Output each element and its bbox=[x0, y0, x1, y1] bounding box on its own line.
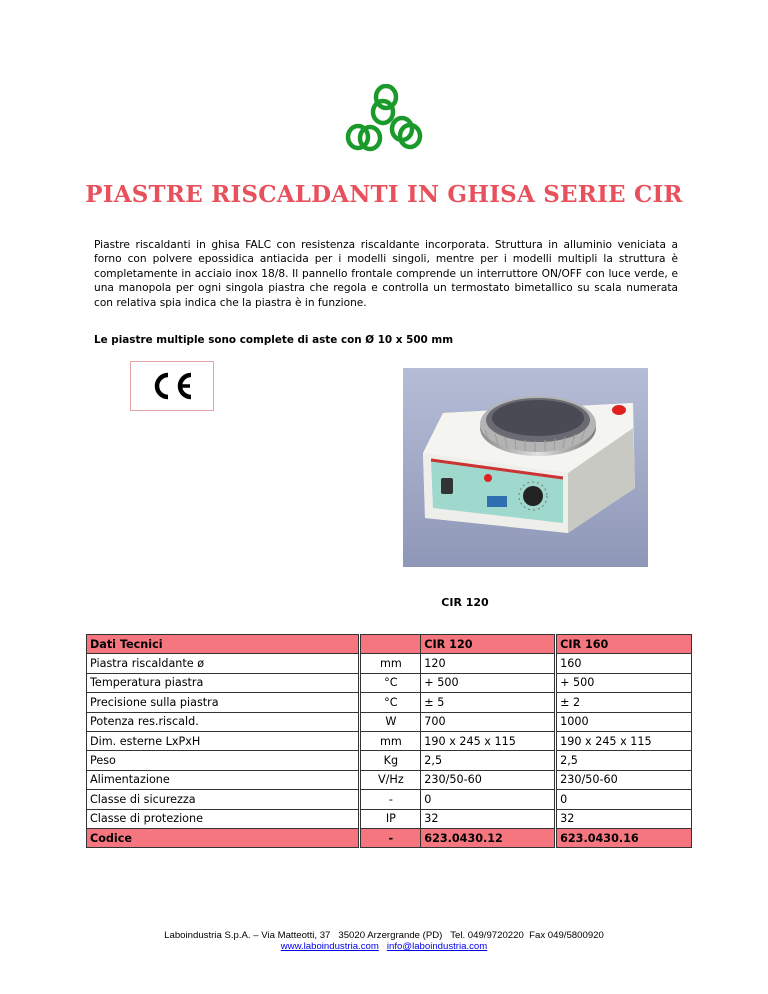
page-title: PIASTRE RISCALDANTI IN GHISA SERIE CIR bbox=[85, 181, 683, 208]
footer bbox=[0, 930, 768, 952]
row-unit: °C bbox=[361, 673, 421, 692]
row-value-1: 120 bbox=[421, 654, 555, 673]
ce-mark-box bbox=[130, 361, 214, 411]
row-value-1: 230/50-60 bbox=[421, 770, 555, 789]
row-unit: mm bbox=[361, 654, 421, 673]
product-photo bbox=[403, 368, 648, 567]
row-value-2: ± 2 bbox=[557, 693, 692, 712]
row-label: Classe di protezione bbox=[87, 809, 359, 828]
header-unit bbox=[361, 635, 421, 654]
row-value-2: 1000 bbox=[557, 712, 692, 731]
table-row bbox=[87, 790, 692, 809]
code-unit: - bbox=[361, 828, 421, 847]
row-value-2: 230/50-60 bbox=[557, 770, 692, 789]
intro-paragraph: Piastre riscaldanti in ghisa FALC con resistenza riscaldante incorporata. Struttura in alluminio veniciata a forno con polvere epossidica antiacida per i modelli singoli, mentre per i modelli multipli la struttura è completamente in acciaio inox 18/8. Il pannello frontale comprende un interruttore ON/OFF con luce verde, e una manopola per ogni singola piastra che regola e controlla un termostato bimetallico su scala numerata con relativa spia indica che la piastra è in funzione. bbox=[94, 239, 678, 309]
row-unit: W bbox=[361, 712, 421, 731]
row-label: Peso bbox=[87, 751, 359, 770]
row-value-2: 190 x 245 x 115 bbox=[557, 731, 692, 750]
row-value-1: 190 x 245 x 115 bbox=[421, 731, 555, 750]
row-value-1: 2,5 bbox=[421, 751, 555, 770]
photo-caption: CIR 120 bbox=[441, 596, 489, 609]
row-unit: V/Hz bbox=[361, 770, 421, 789]
footer-address: Laboindustria S.p.A. – Via Matteotti, 37 35020 Arzergrande (PD) Tel. 049/9720220 Fax 049/5800920 bbox=[164, 930, 604, 941]
table-row bbox=[87, 770, 692, 789]
table-row bbox=[87, 712, 692, 731]
code-value-2: 623.0430.16 bbox=[557, 828, 692, 847]
row-label: Potenza res.riscald. bbox=[87, 712, 359, 731]
row-unit: mm bbox=[361, 731, 421, 750]
logo-ring-top-2 bbox=[373, 101, 393, 123]
header-model-1: CIR 120 bbox=[421, 635, 555, 654]
row-value-1: 0 bbox=[421, 790, 555, 809]
row-value-2: + 500 bbox=[557, 673, 692, 692]
code-row bbox=[87, 828, 692, 847]
table-row bbox=[87, 673, 692, 692]
email-link[interactable]: info@laboindustria.com bbox=[386, 941, 488, 952]
row-value-1: + 500 bbox=[421, 673, 555, 692]
table-row bbox=[87, 809, 692, 828]
table-row bbox=[87, 693, 692, 712]
row-value-2: 160 bbox=[557, 654, 692, 673]
header-label: Dati Tecnici bbox=[87, 635, 359, 654]
row-unit: - bbox=[361, 790, 421, 809]
row-label: Alimentazione bbox=[87, 770, 359, 789]
row-label: Classe di sicurezza bbox=[87, 790, 359, 809]
code-label: Codice bbox=[87, 828, 359, 847]
row-value-2: 32 bbox=[557, 809, 692, 828]
website-link[interactable]: www.laboindustria.com bbox=[280, 941, 379, 952]
table-row bbox=[87, 751, 692, 770]
accessory-note: Le piastre multiple sono complete di aste con Ø 10 x 500 mm bbox=[94, 334, 454, 346]
company-logo bbox=[340, 84, 424, 156]
code-value-1: 623.0430.12 bbox=[421, 828, 555, 847]
ce-mark-icon bbox=[149, 371, 195, 401]
row-value-1: ± 5 bbox=[421, 693, 555, 712]
spec-table bbox=[86, 634, 692, 848]
row-unit: °C bbox=[361, 693, 421, 712]
row-unit: IP bbox=[361, 809, 421, 828]
row-label: Precisione sulla piastra bbox=[87, 693, 359, 712]
row-value-2: 0 bbox=[557, 790, 692, 809]
table-row bbox=[87, 654, 692, 673]
row-value-1: 32 bbox=[421, 809, 555, 828]
header-model-2: CIR 160 bbox=[557, 635, 692, 654]
row-label: Dim. esterne LxPxH bbox=[87, 731, 359, 750]
row-label: Temperatura piastra bbox=[87, 673, 359, 692]
table-row bbox=[87, 731, 692, 750]
row-label: Piastra riscaldante ø bbox=[87, 654, 359, 673]
row-unit: Kg bbox=[361, 751, 421, 770]
row-value-1: 700 bbox=[421, 712, 555, 731]
row-value-2: 2,5 bbox=[557, 751, 692, 770]
table-header-row bbox=[87, 635, 692, 654]
